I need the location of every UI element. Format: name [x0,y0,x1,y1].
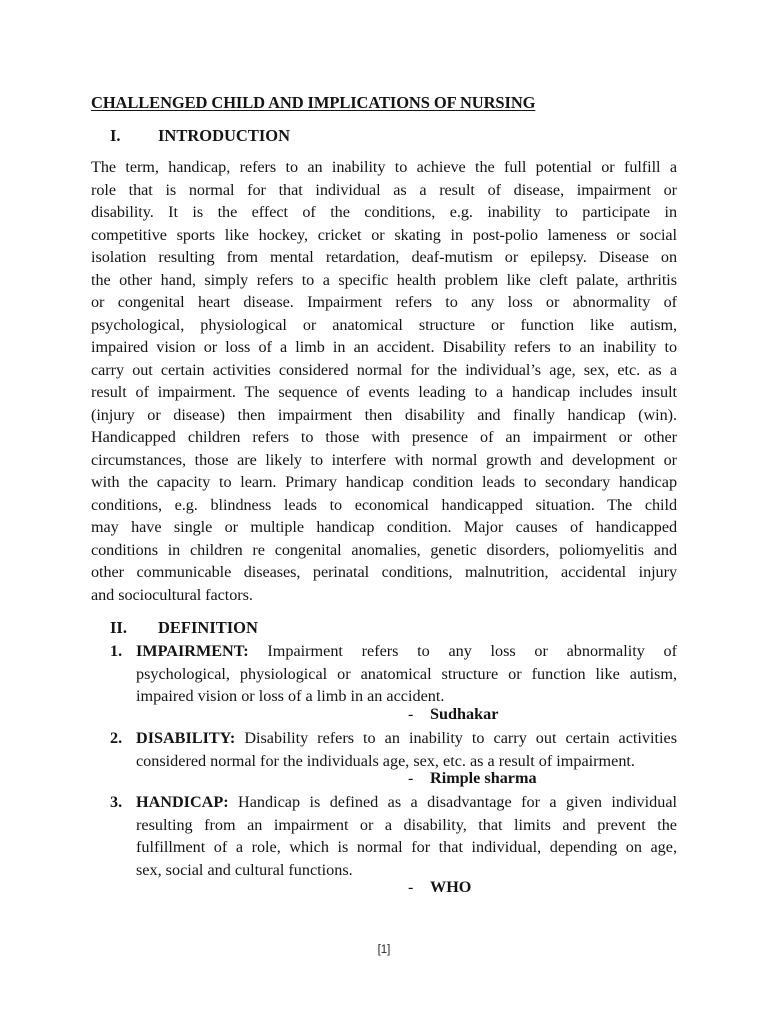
definition-term: HANDICAP: [136,793,229,811]
introduction-heading [110,126,290,146]
paragraph-line: role that is normal for that individual as a result of disease, impairment or [91,180,677,199]
definition-line: impaired vision or loss of a limb in an accident. [136,687,445,705]
definition-line: considered normal for the individuals age, sex, etc. as a result of impairment. [136,751,635,770]
introduction-paragraph [91,156,677,606]
source-dash: - [408,878,414,896]
definition-item-disability [110,727,677,772]
paragraph-line: impaired vision or loss of a limb in an accident. Disability refers to an inability to [91,338,677,356]
definition-line [136,640,677,663]
definition-heading-text: DEFINITION [158,618,258,637]
paragraph-line: conditions, e.g. blindness leads to economical handicapped situation. The child [91,495,677,514]
paragraph-line: The term, handicap, refers to an inability to achieve the full potential or fulfill a [91,158,677,176]
definition-source [408,769,537,788]
definition-text: Disability refers to an inability to carry out certain activities [244,729,677,747]
definition-line [136,791,677,814]
definition-heading [110,618,258,638]
source-name: WHO [430,878,472,896]
paragraph-line: Handicapped children refers to those with presence of an impairment or other [91,428,677,446]
definition-line: fulfillment of a role, which is normal for that individual, depending on age, [136,838,677,856]
paragraph-line: with the capacity to learn. Primary handicap condition leads to secondary handicap [91,473,677,491]
definition-line: sex, social and cultural functions. [136,860,353,879]
source-dash: - [408,769,414,787]
definition-line [136,727,677,750]
paragraph-line: carry out certain activities considered normal for the individual’s age, sex, etc. as a [91,360,677,379]
definition-source [408,878,471,897]
definition-number: 2. [110,729,123,747]
definition-item-impairment [110,640,677,708]
paragraph-line: psychological, physiological or anatomical structure or function like autism, [91,315,677,334]
source-name: Rimple sharma [430,769,537,787]
definition-numeral: II. [110,618,127,637]
paragraph-line: may have single or multiple handicap condition. Major causes of handicapped [91,518,677,536]
definition-text: Impairment refers to any loss or abnormality of [267,642,677,660]
source-dash: - [408,705,414,723]
definition-line: psychological, physiological or anatomical structure or function like autism, [136,664,677,683]
page-number: [1] [377,944,391,956]
paragraph-line: competitive sports like hockey, cricket or skating in post-polio lameness or social [91,225,677,244]
introduction-heading-text: INTRODUCTION [158,126,291,145]
document-title: CHALLENGED CHILD AND IMPLICATIONS OF NURSING [91,93,536,112]
source-name: Sudhakar [430,705,499,723]
definition-number: 1. [110,642,123,660]
definition-source [408,705,498,724]
paragraph-line: and sociocultural factors. [91,585,253,604]
definition-line: resulting from an impairment or a disability, that limits and prevent the [136,815,677,834]
paragraph-line: conditions in children re congenital anomalies, genetic disorders, poliomyelitis and [91,540,677,559]
definition-text: Handicap is defined as a disadvantage for a given individual [238,793,677,811]
paragraph-line: disability. It is the effect of the conditions, e.g. inability to participate in [91,203,677,221]
paragraph-line: or congenital heart disease. Impairment refers to any loss or abnormality of [91,293,677,311]
paragraph-line: circumstances, those are likely to interfere with normal growth and development or [91,450,677,469]
definition-term: DISABILITY: [136,729,236,747]
paragraph-line: (injury or disease) then impairment then disability and finally handicap (win). [91,405,677,424]
definition-number: 3. [110,793,123,811]
definition-item-handicap [110,791,677,881]
paragraph-line: isolation resulting from mental retardation, deaf-mutism or epilepsy. Disease on [91,248,677,266]
paragraph-line: other communicable diseases, perinatal conditions, malnutrition, accidental injury [91,563,677,581]
paragraph-line: the other hand, simply refers to a specific health problem like cleft palate, arthritis [91,270,677,289]
paragraph-line: result of impairment. The sequence of events leading to a handicap includes insult [91,383,677,401]
definition-term: IMPAIRMENT: [136,642,249,660]
introduction-numeral: I. [110,126,121,145]
